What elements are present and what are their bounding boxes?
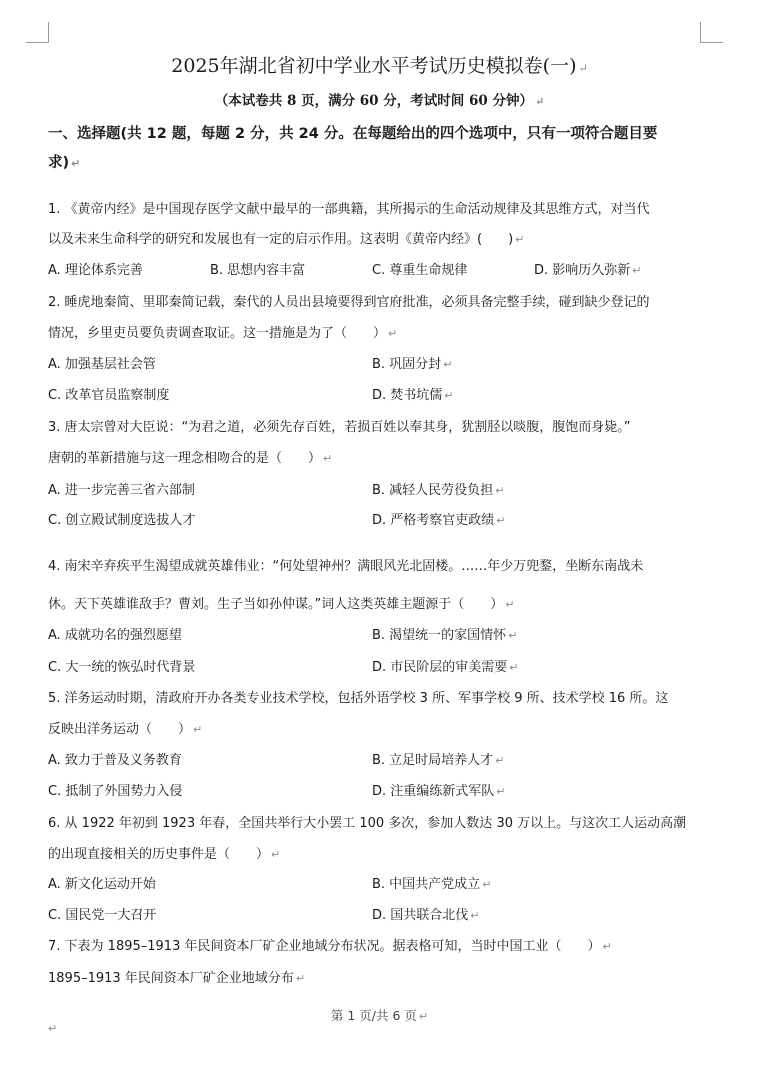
question-5-option-b: B. 立足时局培养人才 ↵: [372, 753, 505, 768]
question-3-option-a: A. 进一步完善三省六部制: [48, 483, 195, 498]
question-5-option-d: D. 注重编练新式军队 ↵: [372, 784, 506, 799]
question-6-stem-line1: 6. 从 1922 年初到 1923 年春，全国共举行大小罢工 100 多次，参加人数达 30 万以上。与这次工人运动高潮: [48, 816, 687, 831]
question-3-stem-line1: 3. 唐太宗曾对大臣说：“为君之道，必须先存百姓，若损百姓以奉其身，犹割胫以啖腹，腹饱而身毙。”: [48, 420, 631, 435]
question-7-table-caption: 1895–1913 年民间资本厂矿企业地域分布 ↵: [48, 971, 306, 986]
question-2-option-b: B. 巩固分封 ↵: [372, 357, 453, 372]
question-1-option-b: B. 思想内容丰富: [210, 263, 306, 278]
question-5-option-c: C. 抵制了外国势力入侵: [48, 784, 183, 799]
crop-mark-top-left: [26, 22, 49, 43]
crop-mark-top-right: [700, 22, 723, 43]
paragraph-mark: ↵: [48, 1022, 58, 1035]
exam-title: 2025年湖北省初中学业水平考试历史模拟卷(一) ↵: [171, 55, 588, 77]
question-4-stem-line1: 4. 南宋辛弃疾平生渴望成就英雄伟业：“何处望神州？满眼风光北固楼。……年少万兜鍪，坐断东南战未: [48, 559, 644, 574]
question-3-option-c: C. 创立殿试制度选拔人才: [48, 513, 196, 528]
question-2-option-d: D. 焚书坑儒 ↵: [372, 388, 454, 403]
question-2-stem-line2: 情况，乡里吏员要负责调查取证。这一措施是为了（ ） ↵: [48, 326, 398, 341]
question-1-stem-line1: 1. 《黄帝内经》是中国现存医学文献中最早的一部典籍，其所揭示的生命活动规律及其思维方式，对当代: [48, 202, 650, 217]
question-1-option-c: C. 尊重生命规律: [372, 263, 468, 278]
question-4-option-a: A. 成就功名的强烈愿望: [48, 628, 182, 643]
question-1-stem-line2: 以及未来生命科学的研究和发展也有一定的启示作用。这表明《黄帝内经》( ) ↵: [48, 232, 525, 247]
question-6-option-a: A. 新文化运动开始: [48, 877, 156, 892]
question-1-option-d: D. 影响历久弥新 ↵: [534, 263, 642, 278]
question-1-option-a: A. 理论体系完善: [48, 263, 143, 278]
question-6-option-d: D. 国共联合北伐 ↵: [372, 908, 480, 923]
question-4-option-c: C. 大一统的恢弘时代背景: [48, 660, 196, 675]
question-2-option-c: C. 改革官员监察制度: [48, 388, 170, 403]
question-5-stem-line2: 反映出洋务运动（ ） ↵: [48, 722, 203, 737]
question-2-stem-line1: 2. 睡虎地秦简、里耶秦简记载，秦代的人员出县境要得到官府批准，必须具备完整手续，碰到缺少登记的: [48, 295, 650, 310]
question-7-stem-line1: 7. 下表为 1895–1913 年民间资本厂矿企业地域分布状况。据表格可知，当时中国工业（ ） ↵: [48, 939, 612, 954]
section-heading-line2: 求) ↵: [48, 155, 81, 171]
exam-subtitle: （本试卷共 8 页，满分 60 分，考试时间 60 分钟） ↵: [214, 93, 545, 109]
question-3-stem-line2: 唐朝的革新措施与这一理念相吻合的是（ ） ↵: [48, 451, 333, 466]
question-2-option-a: A. 加强基层社会管: [48, 357, 156, 372]
page-footer: 第 1 页/共 6 页 ↵: [330, 1008, 429, 1023]
question-3-option-d: D. 严格考察官吏政绩 ↵: [372, 513, 506, 528]
section-heading-line1: 一、选择题(共 12 题，每题 2 分，共 24 分。在每题给出的四个选项中，只有一项符合题目要: [48, 126, 658, 142]
question-6-option-c: C. 国民党一大召开: [48, 908, 157, 923]
question-3-option-b: B. 减轻人民劳役负担 ↵: [372, 483, 505, 498]
question-5-option-a: A. 致力于普及义务教育: [48, 753, 182, 768]
question-5-stem-line1: 5. 洋务运动时期，清政府开办各类专业技术学校，包括外语学校 3 所、军事学校 9 所、技术学校 16 所。这: [48, 691, 669, 706]
question-6-option-b: B. 中国共产党成立 ↵: [372, 877, 492, 892]
question-4-option-d: D. 市民阶层的审美需要 ↵: [372, 660, 519, 675]
question-4-option-b: B. 渴望统一的家国情怀 ↵: [372, 628, 518, 643]
question-4-stem-line2: 休。天下英雄谁敌手？曹刘。生子当如孙仲谋。”词人这类英雄主题源于（ ） ↵: [48, 597, 515, 612]
question-6-stem-line2: 的出现直接相关的历史事件是（ ） ↵: [48, 847, 281, 862]
